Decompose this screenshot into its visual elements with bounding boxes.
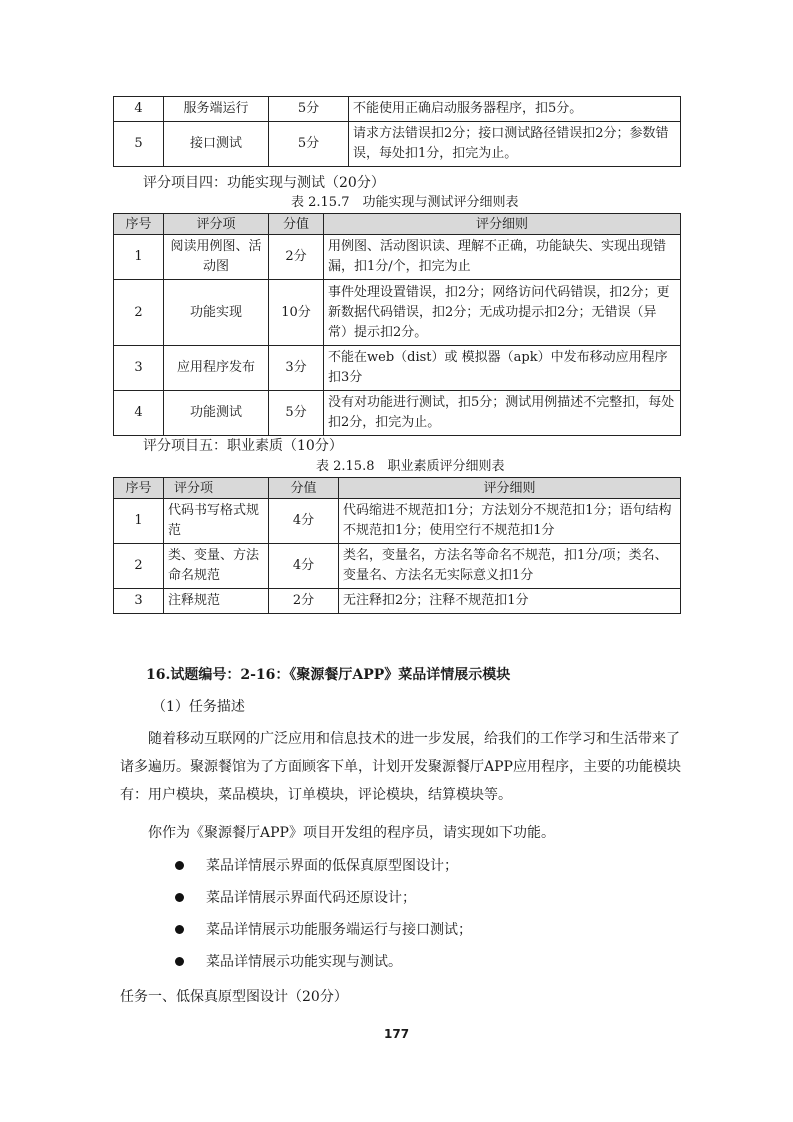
cell-detail: 不能在web（dist）或 模拟器（apk）中发布移动应用程序扣3分 (324, 346, 681, 391)
cell-detail: 类名，变量名，方法名等命名不规范，扣1分/项；类名、变量名、方法名无实际意义扣1分 (339, 544, 681, 589)
bullet-item (175, 920, 472, 940)
header-no: 序号 (114, 214, 164, 235)
table-row (114, 97, 681, 122)
cell-no: 3 (114, 589, 164, 614)
table-row (114, 235, 681, 280)
header-score: 分值 (269, 478, 339, 499)
task1-heading: 任务一、低保真原型图设计（20分） (120, 989, 348, 1005)
bullet-text: 菜品详情展示功能服务端运行与接口测试； (206, 922, 472, 938)
cell-item: 类、变量、方法命名规范 (164, 544, 269, 589)
cell-detail: 不能使用正确启动服务器程序，扣5分。 (349, 97, 681, 122)
cell-item: 应用程序发布 (164, 346, 269, 391)
bullet-icon (175, 893, 184, 902)
cell-detail: 没有对功能进行测试，扣5分；测试用例描述不完整扣，每处扣2分，扣完为止。 (324, 391, 681, 436)
cell-no: 2 (114, 280, 164, 346)
table-2158 (113, 477, 681, 614)
cell-no: 3 (114, 346, 164, 391)
table-2157-caption: 表 2.15.7 功能实现与测试评分细则表 (291, 195, 519, 210)
cell-no: 4 (114, 97, 164, 122)
cell-item: 功能测试 (164, 391, 269, 436)
cell-item: 代码书写格式规范 (164, 499, 269, 544)
table-row (114, 544, 681, 589)
cell-score: 4分 (269, 499, 339, 544)
cell-detail: 事件处理设置错误，扣2分；网络访问代码错误，扣2分；更新数据代码错误，扣2分；无成功提示扣2分；无错误（异常）提示扣2分。 (324, 280, 681, 346)
table-2158-caption: 表 2.15.8 职业素质评分细则表 (316, 459, 505, 474)
cell-score: 5分 (269, 97, 349, 122)
header-score: 分值 (269, 214, 324, 235)
cell-item: 接口测试 (164, 122, 269, 167)
bullet-icon (175, 957, 184, 966)
bullet-item (175, 952, 402, 972)
cell-detail: 请求方法错误扣2分；接口测试路径错误扣2分；参数错误，每处扣1分，扣完为止。 (349, 122, 681, 167)
cell-score: 2分 (269, 235, 324, 280)
table-header-row (114, 478, 681, 499)
cell-no: 1 (114, 499, 164, 544)
header-item: 评分项 (164, 214, 269, 235)
cell-detail: 用例图、活动图识读、理解不正确，功能缺失、实现出现错漏，扣1分/个，扣完为止 (324, 235, 681, 280)
cell-score: 2分 (269, 589, 339, 614)
cell-detail: 无注释扣2分；注释不规范扣1分 (339, 589, 681, 614)
cell-score: 10分 (269, 280, 324, 346)
cell-score: 5分 (269, 122, 349, 167)
table-row (114, 499, 681, 544)
table-top (113, 96, 681, 167)
cell-detail: 代码缩进不规范扣1分；方法划分不规范扣1分；语句结构不规范扣1分；使用空行不规范扣1分 (339, 499, 681, 544)
question-title: 16.试题编号：2-16：《聚源餐厅APP》菜品详情展示模块 (146, 667, 511, 683)
bullet-icon (175, 925, 184, 934)
cell-item: 注释规范 (164, 589, 269, 614)
section5-heading: 评分项目五：职业素质（10分） (143, 438, 343, 454)
header-no: 序号 (114, 478, 164, 499)
page-number: 177 (384, 1027, 410, 1041)
bullet-text: 菜品详情展示界面的低保真原型图设计； (206, 858, 458, 874)
bullet-item (175, 888, 416, 908)
table-row (114, 589, 681, 614)
bullet-item (175, 856, 458, 876)
bullet-text: 菜品详情展示界面代码还原设计； (206, 890, 416, 906)
cell-score: 4分 (269, 544, 339, 589)
table-header-row (114, 214, 681, 235)
header-detail: 评分细则 (324, 214, 681, 235)
cell-item: 功能实现 (164, 280, 269, 346)
cell-item: 服务端运行 (164, 97, 269, 122)
table-row (114, 346, 681, 391)
table-row (114, 122, 681, 167)
cell-no: 5 (114, 122, 164, 167)
cell-no: 2 (114, 544, 164, 589)
task-desc-label: （1）任务描述 (152, 699, 245, 715)
table-2157 (113, 213, 681, 436)
bullet-text: 菜品详情展示功能实现与测试。 (206, 954, 402, 970)
header-detail: 评分细则 (339, 478, 681, 499)
section4-heading: 评分项目四：功能实现与测试（20分） (143, 175, 385, 191)
cell-item: 阅读用例图、活动图 (164, 235, 269, 280)
cell-no: 1 (114, 235, 164, 280)
bullet-icon (175, 861, 184, 870)
paragraph-role: 你作为《聚源餐厅APP》项目开发组的程序员，请实现如下功能。 (148, 825, 555, 841)
cell-no: 4 (114, 391, 164, 436)
cell-score: 3分 (269, 346, 324, 391)
cell-score: 5分 (269, 391, 324, 436)
paragraph-intro: 随着移动互联网的广泛应用和信息技术的进一步发展，给我们的工作学习和生活带来了诸多遍历。聚源餐馆为了方面顾客下单，计划开发聚源餐厅APP应用程序，主要的功能模块有：用户模块，菜品模块，订单模块，评论模块，结算模块等。 (120, 731, 681, 803)
header-item: 评分项 (164, 478, 269, 499)
table-row (114, 280, 681, 346)
table-row (114, 391, 681, 436)
